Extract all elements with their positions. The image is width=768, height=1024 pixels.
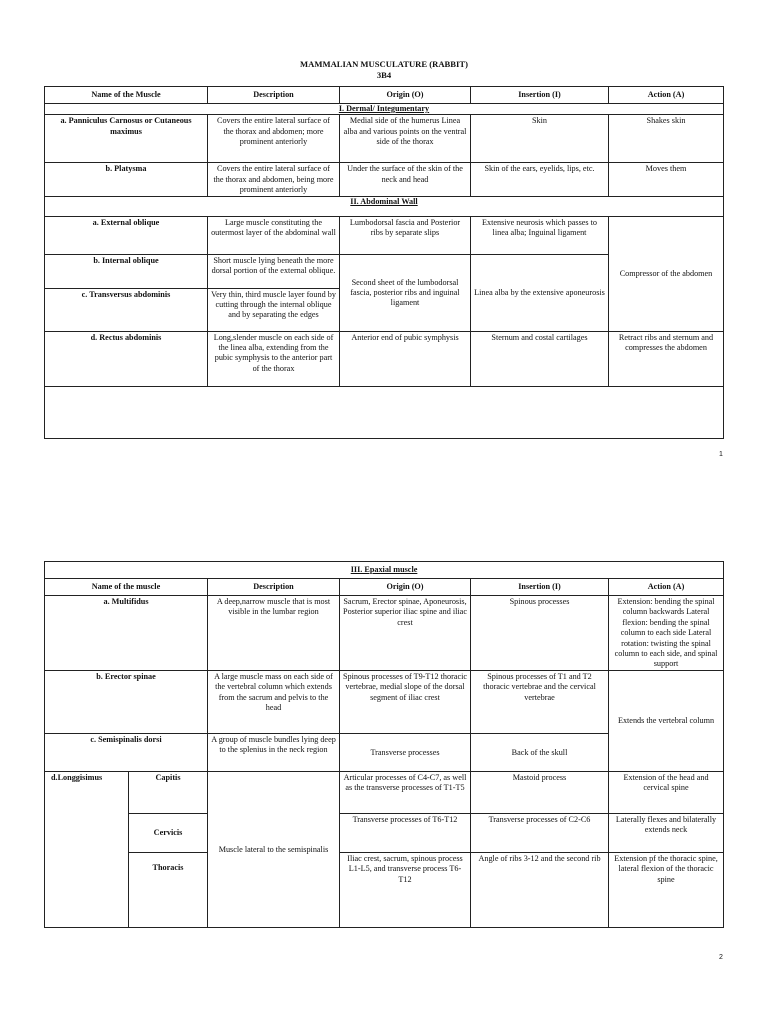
muscle-name: a. Panniculus Carnosus or Cutaneous maximus [45,115,208,163]
muscle-description: Long,slender muscle on each side of the linea alba, extending from the pubic symphysis to the anterior part of the thorax [208,331,340,386]
table-row [45,596,724,671]
muscle-insertion: Angle of ribs 3-12 and the second rib [471,852,609,927]
table-row [45,813,724,852]
muscle-action: Laterally flexes and bilaterally extends neck [609,813,724,852]
document-subtitle: 3B4 [376,70,392,80]
muscle-insertion: Skin [471,115,609,163]
table-header-row [45,579,724,596]
page-number-1: 1 [719,451,723,458]
table-row [45,852,724,927]
muscle-origin: Under the surface of the skin of the neck and head [340,163,471,196]
muscle-description: A group of muscle bundles lying deep to the splenius in the neck region [208,733,340,771]
empty-cell [45,386,724,438]
table-row [45,216,724,254]
muscle-name: d. Rectus abdominis [45,331,208,386]
muscle-origin: Transverse processes of T6-T12 [340,813,471,852]
table-header-row [45,87,724,104]
header-insertion: Insertion (I) [471,87,609,104]
muscle-origin: Spinous processes of T9-T12 thoracic vertebrae, medial slope of the dorsal segment of iliac crest [340,670,471,733]
table-row [45,771,724,813]
section-row [45,562,724,579]
header-origin: Origin (O) [340,579,471,596]
muscle-name-longissimus: d.Longgisimus [45,771,129,927]
musculature-table-2 [44,561,724,928]
header-action: Action (A) [609,87,724,104]
muscle-name: b. Internal oblique [45,254,208,288]
page-number-2: 2 [719,954,723,961]
longissimus-part-label: Thoracis [129,852,208,927]
table-row [45,670,724,733]
muscle-origin: Anterior end of pubic symphysis [340,331,471,386]
section-abdominal-wall: II. Abdominal Wall [45,196,724,216]
muscle-origin: Medial side of the humerus Linea alba and various points on the ventral side of the thorax [340,115,471,163]
muscle-name: a. External oblique [45,216,208,254]
muscle-name: c. Semispinalis dorsi [45,733,208,771]
muscle-description: Short muscle lying beneath the more dorsal portion of the external oblique. [208,254,340,288]
muscle-insertion: Skin of the ears, eyelids, lips, etc. [471,163,609,196]
muscle-insertion-shared: Linea alba by the extensive aponeurosis [471,254,609,331]
section-epaxial: III. Epaxial muscle [45,562,724,579]
muscle-description: Large muscle constituting the outermost layer of the abdominal wall [208,216,340,254]
muscle-insertion: Spinous processes [471,596,609,671]
muscle-origin-shared: Second sheet of the lumbodorsal fascia, posterior ribs and inguinal ligament [340,254,471,331]
muscle-origin: Articular processes of C4-C7, as well as the transverse processes of T1-T5 [340,771,471,813]
muscle-description: Very thin, third muscle layer found by cutting through the internal oblique and by separating the edges [208,288,340,331]
muscle-origin: Sacrum, Erector spinae, Aponeurosis, Posterior superior iliac spine and iliac crest [340,596,471,671]
longissimus-part-label: Capitis [129,771,208,813]
muscle-origin: Iliac crest, sacrum, spinous process L1-L5, and transverse process T6-T12 [340,852,471,927]
muscle-insertion: Sternum and costal cartilages [471,331,609,386]
muscle-action: Shakes skin [609,115,724,163]
muscle-description: Covers the entire lateral surface of the thorax and abdomen, being more prominent anteriorly [208,163,340,196]
muscle-action: Moves them [609,163,724,196]
muscle-description: Covers the entire lateral surface of the thorax and abdomen; more prominent anteriorly [208,115,340,163]
longissimus-part-label: Cervicis [129,813,208,852]
muscle-insertion: Extensive neurosis which passes to linea alba; Inguinal ligament [471,216,609,254]
muscle-name: c. Transversus abdominis [45,288,208,331]
header-origin: Origin (O) [340,87,471,104]
muscle-action: Extension pf the thoracic spine, lateral flexion of the thoracic spine [609,852,724,927]
muscle-insertion: Back of the skull [471,733,609,771]
muscle-action-shared: Compressor of the abdomen [609,216,724,331]
muscle-description: A deep,narrow muscle that is most visible in the lumbar region [208,596,340,671]
document-title: MAMMALIAN MUSCULATURE (RABBIT) [300,59,468,69]
table-row [45,115,724,163]
muscle-name: a. Multifidus [45,596,208,671]
section-dermal: I. Dermal/ Integumentary [45,104,724,115]
muscle-insertion: Spinous processes of T1 and T2 thoracic vertebrae and the cervical vertebrae [471,670,609,733]
muscle-name: b. Platysma [45,163,208,196]
muscle-origin: Transverse processes [340,733,471,771]
muscle-action: Extension of the head and cervical spine [609,771,724,813]
header-action: Action (A) [609,579,724,596]
muscle-action-shared: Extends the vertebral column [609,670,724,771]
empty-row [45,386,724,438]
section-row [45,104,724,115]
muscle-action: Extension: bending the spinal column backwards Lateral flexion: bending the spinal column to each side Lateral rotation: twisting the spinal column to each side, and spinal support [609,596,724,671]
muscle-description: A large muscle mass on each side of the vertebral column which extends from the sacrum and pelvis to the head [208,670,340,733]
muscle-name: b. Erector spinae [45,670,208,733]
muscle-description: Muscle lateral to the semispinalis [208,771,340,927]
header-name: Name of the muscle [45,579,208,596]
muscle-insertion: Transverse processes of C2-C6 [471,813,609,852]
header-name: Name of the Muscle [45,87,208,104]
muscle-origin: Lumbodorsal fascia and Posterior ribs by separate slips [340,216,471,254]
muscle-action: Retract ribs and sternum and compresses the abdomen [609,331,724,386]
table-row [45,331,724,386]
header-insertion: Insertion (I) [471,579,609,596]
table-row [45,163,724,196]
section-row [45,196,724,216]
muscle-insertion: Mastoid process [471,771,609,813]
header-description: Description [208,87,340,104]
musculature-table-1 [44,86,724,439]
header-description: Description [208,579,340,596]
